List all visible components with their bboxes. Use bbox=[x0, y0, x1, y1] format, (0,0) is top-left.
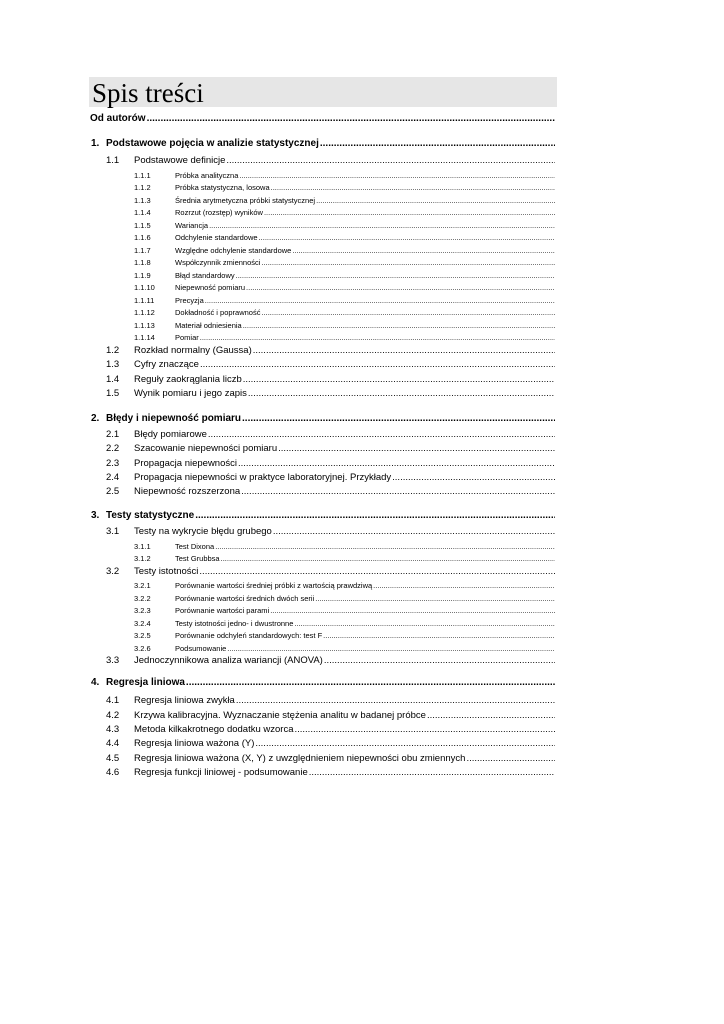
toc-entry-label: Próbka analityczna bbox=[175, 171, 239, 180]
dot-leader bbox=[221, 554, 555, 563]
dot-leader bbox=[200, 359, 555, 370]
toc-entry-label: Porównanie wartości parami bbox=[175, 606, 270, 615]
toc-entry-label: Test Dixona bbox=[175, 542, 215, 551]
toc-entry-label: Regresja liniowa ważona (X, Y) z uwzględnieniem niepewności obu zmiennych bbox=[134, 753, 466, 764]
toc-entry-number: 4.3 bbox=[106, 724, 120, 735]
toc-entry[interactable] bbox=[0, 110, 724, 124]
toc-entry-label: Metoda kilkakrotnego dodatku wzorca bbox=[134, 724, 294, 735]
toc-entry-number: 2.3 bbox=[106, 458, 120, 469]
toc-entry[interactable] bbox=[0, 576, 724, 590]
toc-entry-label: Testy istotności bbox=[134, 566, 199, 577]
dot-leader bbox=[392, 472, 555, 483]
page-title: Spis treści bbox=[92, 78, 204, 108]
toc-entry[interactable] bbox=[0, 674, 724, 688]
toc-entry-number: 1.1.4 bbox=[134, 208, 151, 217]
dot-leader bbox=[243, 374, 555, 385]
toc-entry-number: 3.2.2 bbox=[134, 594, 151, 603]
dot-leader bbox=[186, 677, 555, 688]
toc-entry[interactable] bbox=[0, 549, 724, 563]
toc-entry[interactable] bbox=[0, 228, 724, 242]
toc-entry-number: 1.1.3 bbox=[134, 196, 151, 205]
toc-entry[interactable] bbox=[0, 692, 724, 706]
toc-entry-label: Reguły zaokrąglania liczb bbox=[134, 374, 242, 385]
toc-entry-body bbox=[134, 526, 555, 537]
toc-entry[interactable] bbox=[0, 563, 724, 577]
toc-entry-number: 3.1.2 bbox=[134, 554, 151, 563]
toc-entry-body bbox=[134, 486, 555, 497]
toc-entry-label: Względne odchylenie standardowe bbox=[175, 246, 292, 255]
toc-entry-label: Materiał odniesienia bbox=[175, 321, 242, 330]
toc-entry[interactable] bbox=[0, 523, 724, 537]
toc-entry[interactable] bbox=[0, 469, 724, 483]
toc-entry-body bbox=[106, 413, 555, 424]
toc-entry-label: Regresja liniowa ważona (Y) bbox=[134, 738, 255, 749]
toc-entry-number: 3. bbox=[91, 510, 100, 521]
toc-entry[interactable] bbox=[0, 278, 724, 292]
toc-entry-label: Błędy i niepewność pomiaru bbox=[106, 413, 242, 424]
toc-entry[interactable] bbox=[0, 507, 724, 521]
dot-leader bbox=[208, 429, 555, 440]
toc-entry[interactable] bbox=[0, 152, 724, 166]
toc-entry-label: Propagacja niepewności w praktyce laboratoryjnej. Przykłady bbox=[134, 472, 392, 483]
toc-entry[interactable] bbox=[0, 626, 724, 640]
toc-entry-label: Niepewność rozszerzona bbox=[134, 486, 241, 497]
toc-entry[interactable] bbox=[0, 203, 724, 217]
toc-entry-number: 4.6 bbox=[106, 767, 120, 778]
toc-entry-label: Testy statystyczne bbox=[106, 510, 195, 521]
toc-entry-body bbox=[175, 554, 555, 563]
toc-entry-label: Szacowanie niepewności pomiaru bbox=[134, 443, 278, 454]
dot-leader bbox=[320, 138, 555, 149]
dot-leader bbox=[236, 695, 555, 706]
toc-entry-label: Cyfry znaczące bbox=[134, 359, 199, 370]
toc-entry-label: Wariancja bbox=[175, 221, 209, 230]
toc-entry-number: 1.1.11 bbox=[134, 296, 155, 305]
toc-entry-body bbox=[134, 155, 555, 166]
toc-entry-number: 3.2.4 bbox=[134, 619, 151, 628]
toc-entry-label: Testy na wykrycie błędu grubego bbox=[134, 526, 272, 537]
toc-entry-number: 3.1 bbox=[106, 526, 120, 537]
toc-entry-label: Próbka statystyczna, losowa bbox=[175, 183, 270, 192]
toc-entry-body bbox=[134, 388, 555, 399]
toc-entry-body bbox=[134, 753, 555, 764]
toc-entry-label: Regresja liniowa bbox=[106, 677, 185, 688]
toc-entry-body bbox=[134, 710, 555, 721]
toc-entry[interactable] bbox=[0, 440, 724, 454]
toc-entry-number: 1.1.1 bbox=[134, 171, 151, 180]
toc-entry-body bbox=[134, 345, 555, 356]
toc-entry[interactable] bbox=[0, 385, 724, 399]
dot-leader bbox=[427, 710, 555, 721]
toc-entry-label: Rozkład normalny (Gaussa) bbox=[134, 345, 252, 356]
dot-leader bbox=[200, 333, 555, 342]
toc-entry-body bbox=[134, 655, 555, 666]
toc-entry-body bbox=[90, 113, 555, 124]
toc-entry[interactable] bbox=[0, 721, 724, 735]
toc-entry-body bbox=[134, 767, 555, 778]
toc-entry[interactable] bbox=[0, 639, 724, 653]
toc-entry-label: Test Grubbsa bbox=[175, 554, 220, 563]
toc-entry-label: Pomiar bbox=[175, 333, 199, 342]
toc-entry-label: Średnia arytmetyczna próbki statystycznej bbox=[175, 196, 316, 205]
toc-entry-number: 1.3 bbox=[106, 359, 120, 370]
toc-entry-number: 3.2.1 bbox=[134, 581, 151, 590]
dot-leader bbox=[238, 458, 555, 469]
toc-entry-label: Współczynnik zmienności bbox=[175, 258, 261, 267]
dot-leader bbox=[324, 655, 555, 666]
dot-leader bbox=[241, 486, 555, 497]
toc-entry-body bbox=[175, 333, 555, 342]
toc-entry-label: Testy istotności jedno- i dwustronne bbox=[175, 619, 294, 628]
toc-entry-number: 1.1.8 bbox=[134, 258, 151, 267]
toc-entry-label: Od autorów bbox=[90, 113, 146, 124]
toc-entry-label: Porównanie wartości średniej próbki z wartością prawdziwą bbox=[175, 581, 373, 590]
toc-entry[interactable] bbox=[0, 707, 724, 721]
toc-entry-number: 1.1.7 bbox=[134, 246, 151, 255]
toc-entry-label: Błąd standardowy bbox=[175, 271, 235, 280]
dot-leader bbox=[253, 345, 555, 356]
dot-leader bbox=[278, 443, 555, 454]
toc-entry-number: 3.2 bbox=[106, 566, 120, 577]
toc-entry-number: 1.2 bbox=[106, 345, 120, 356]
toc-entry-label: Propagacja niepewności bbox=[134, 458, 237, 469]
dot-leader bbox=[248, 388, 555, 399]
toc-entry-number: 1.5 bbox=[106, 388, 120, 399]
toc-entry-body bbox=[134, 443, 555, 454]
toc-entry-label: Odchylenie standardowe bbox=[175, 233, 258, 242]
dot-leader bbox=[195, 510, 555, 521]
toc-entry[interactable] bbox=[0, 735, 724, 749]
toc-entry[interactable] bbox=[0, 410, 724, 424]
toc-entry[interactable] bbox=[0, 371, 724, 385]
toc-entry-number: 2.1 bbox=[106, 429, 120, 440]
toc-entry-number: 3.2.5 bbox=[134, 631, 151, 640]
toc-entry[interactable] bbox=[0, 178, 724, 192]
toc-entry-number: 1.1.9 bbox=[134, 271, 151, 280]
toc-entry[interactable] bbox=[0, 303, 724, 317]
toc-entry-number: 3.3 bbox=[106, 655, 120, 666]
toc-entry-body bbox=[134, 695, 555, 706]
toc-entry[interactable] bbox=[0, 750, 724, 764]
toc-entry-label: Krzywa kalibracyjna. Wyznaczanie stężenia analitu w badanej próbce bbox=[134, 710, 426, 721]
toc-entry-body bbox=[106, 138, 555, 149]
toc-entry[interactable] bbox=[0, 764, 724, 778]
toc-entry-body bbox=[134, 738, 555, 749]
dot-leader bbox=[147, 113, 555, 124]
toc-entry-number: 1.1.10 bbox=[134, 283, 155, 292]
toc-entry-label: Dokładność i poprawność bbox=[175, 308, 261, 317]
toc-entry-body bbox=[134, 458, 555, 469]
toc-entry[interactable] bbox=[0, 455, 724, 469]
toc-entry-label: Błędy pomiarowe bbox=[134, 429, 207, 440]
toc-entry-body bbox=[106, 510, 555, 521]
toc-entry-number: 4.5 bbox=[106, 753, 120, 764]
dot-leader bbox=[242, 413, 555, 424]
toc-entry-label: Porównanie wartości średnich dwóch serii bbox=[175, 594, 315, 603]
toc-entry-label: Porównanie odchyleń standardowych: test F bbox=[175, 631, 323, 640]
toc-entry-number: 2.5 bbox=[106, 486, 120, 497]
dot-leader bbox=[273, 526, 555, 537]
toc-entry-label: Rozrzut (rozstęp) wyników bbox=[175, 208, 263, 217]
toc-entry-body bbox=[134, 374, 555, 385]
toc-entry[interactable] bbox=[0, 328, 724, 342]
toc-entry-label: Precyzja bbox=[175, 296, 204, 305]
toc-entry-number: 2. bbox=[91, 413, 100, 424]
dot-leader bbox=[255, 738, 555, 749]
toc-entry-body bbox=[134, 724, 555, 735]
dot-leader bbox=[466, 753, 555, 764]
toc-entry-number: 1.1 bbox=[106, 155, 120, 166]
toc-entry-number: 1.1.6 bbox=[134, 233, 151, 242]
toc-entry[interactable] bbox=[0, 601, 724, 615]
toc-entry-label: Jednoczynnikowa analiza wariancji (ANOVA) bbox=[134, 655, 323, 666]
toc-entry-number: 1.1.2 bbox=[134, 183, 151, 192]
toc-entry-number: 1.1.13 bbox=[134, 321, 155, 330]
toc-entry-label: Podstawowe definicje bbox=[134, 155, 226, 166]
toc-entry-body bbox=[134, 472, 555, 483]
toc-entry-number: 1.1.14 bbox=[134, 333, 155, 342]
dot-leader bbox=[226, 155, 555, 166]
toc-entry-body bbox=[106, 677, 555, 688]
dot-leader bbox=[294, 724, 555, 735]
dot-leader bbox=[309, 767, 555, 778]
toc-entry-label: Niepewność pomiaru bbox=[175, 283, 246, 292]
toc-entry-body bbox=[134, 359, 555, 370]
toc-entry-number: 2.4 bbox=[106, 472, 120, 483]
toc-entry[interactable] bbox=[0, 356, 724, 370]
toc-entry[interactable] bbox=[0, 426, 724, 440]
toc-entry-label: Regresja funkcji liniowej - podsumowanie bbox=[134, 767, 308, 778]
toc-entry-number: 1.1.5 bbox=[134, 221, 151, 230]
toc-entry-number: 4.4 bbox=[106, 738, 120, 749]
toc-entry[interactable] bbox=[0, 483, 724, 497]
toc-entry-number: 4. bbox=[91, 677, 100, 688]
toc-entry-number: 1. bbox=[91, 138, 100, 149]
toc-entry-number: 2.2 bbox=[106, 443, 120, 454]
toc-entry[interactable] bbox=[0, 253, 724, 267]
toc-entry-number: 1.4 bbox=[106, 374, 120, 385]
toc-entry-label: Wynik pomiaru i jego zapis bbox=[134, 388, 247, 399]
toc-entry-number: 3.1.1 bbox=[134, 542, 151, 551]
toc-entry-number: 3.2.3 bbox=[134, 606, 151, 615]
toc-entry[interactable] bbox=[0, 135, 724, 149]
toc-entry-number: 3.2.6 bbox=[134, 644, 151, 653]
toc-entry-label: Regresja liniowa zwykła bbox=[134, 695, 235, 706]
toc-entry-number: 4.2 bbox=[106, 710, 120, 721]
toc-entry-number: 4.1 bbox=[106, 695, 120, 706]
toc-entry[interactable] bbox=[0, 342, 724, 356]
toc-entry[interactable] bbox=[0, 652, 724, 666]
toc-entry-body bbox=[134, 429, 555, 440]
toc-entry-label: Podstawowe pojęcia w analizie statystycznej bbox=[106, 138, 319, 149]
toc-entry-label: Podsumowanie bbox=[175, 644, 227, 653]
toc-entry-number: 1.1.12 bbox=[134, 308, 155, 317]
